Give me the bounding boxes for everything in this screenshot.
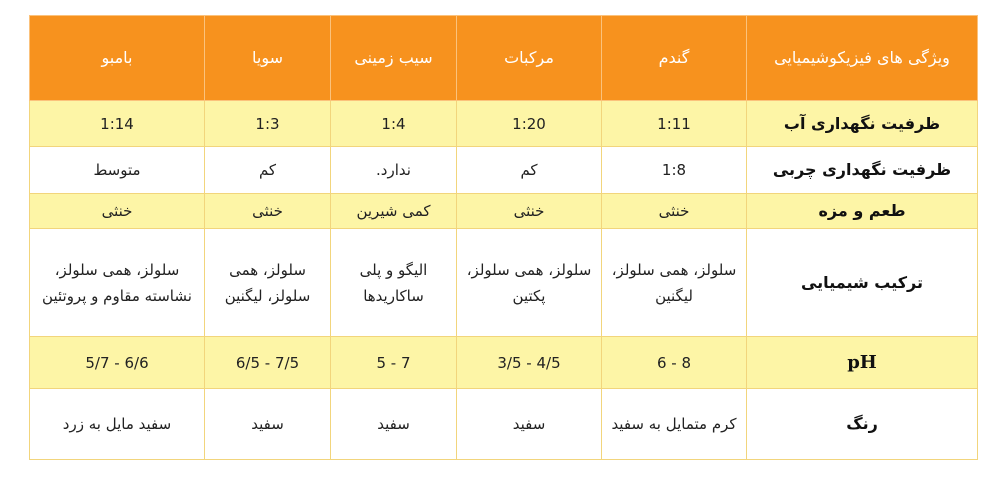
table-cell: سفید: [205, 389, 331, 460]
table-cell: خنثی: [205, 194, 331, 229]
table-row-taste: [30, 194, 978, 229]
table-cell: سلولز، همی سلولز، نشاسته مقاوم و پروتئین: [30, 229, 205, 337]
table-cell: 1:14: [30, 101, 205, 147]
table-cell: ندارد.: [331, 147, 457, 194]
table-cell: سلولز، همی سلولز، لیگنین: [602, 229, 747, 337]
table-cell: الیگو و پلی ساکاریدها: [331, 229, 457, 337]
table-cell: کمی شیرین: [331, 194, 457, 229]
row-label: ترکیب شیمیایی: [747, 229, 978, 337]
row-label: pH: [747, 337, 978, 389]
table-cell: 1:20: [457, 101, 602, 147]
physicochemical-properties-table: [29, 15, 978, 460]
table-cell: 1:8: [602, 147, 747, 194]
table-cell: 8 - 6: [602, 337, 747, 389]
table-cell: خنثی: [30, 194, 205, 229]
table-row-color: [30, 389, 978, 460]
table-cell: خنثی: [602, 194, 747, 229]
row-label: رنگ: [747, 389, 978, 460]
table-cell: 1:11: [602, 101, 747, 147]
header-soy: سویا: [205, 16, 331, 101]
table-row-chemical-composition: [30, 229, 978, 337]
table-cell: سلولز، همی سلولز، پکتین: [457, 229, 602, 337]
header-potato: سیب زمینی: [331, 16, 457, 101]
table-cell: سلولز، همی سلولز، لیگنین: [205, 229, 331, 337]
table-cell: 4/5 - 3/5: [457, 337, 602, 389]
table-row-water-holding: [30, 101, 978, 147]
table-cell: کم: [457, 147, 602, 194]
table-row-ph: [30, 337, 978, 389]
header-bamboo: بامبو: [30, 16, 205, 101]
row-label: طعم و مزه: [747, 194, 978, 229]
table-cell: 1:3: [205, 101, 331, 147]
table-row-fat-holding: [30, 147, 978, 194]
table-cell: کرم متمایل به سفید: [602, 389, 747, 460]
table-cell: خنثی: [457, 194, 602, 229]
table-header-row: [30, 16, 978, 101]
row-label: ظرفیت نگهداری چربی: [747, 147, 978, 194]
table-cell: سفید: [331, 389, 457, 460]
table-cell: سفید: [457, 389, 602, 460]
table-cell: 1:4: [331, 101, 457, 147]
header-wheat: گندم: [602, 16, 747, 101]
header-properties: ویژگی های فیزیکوشیمیایی: [747, 16, 978, 101]
table-cell: کم: [205, 147, 331, 194]
table-cell: 6/6 - 5/7: [30, 337, 205, 389]
table-cell: 7/5 - 6/5: [205, 337, 331, 389]
row-label: ظرفیت نگهداری آب: [747, 101, 978, 147]
table-cell: سفید مایل به زرد: [30, 389, 205, 460]
header-citrus: مرکبات: [457, 16, 602, 101]
table-cell: متوسط: [30, 147, 205, 194]
table-cell: 7 - 5: [331, 337, 457, 389]
